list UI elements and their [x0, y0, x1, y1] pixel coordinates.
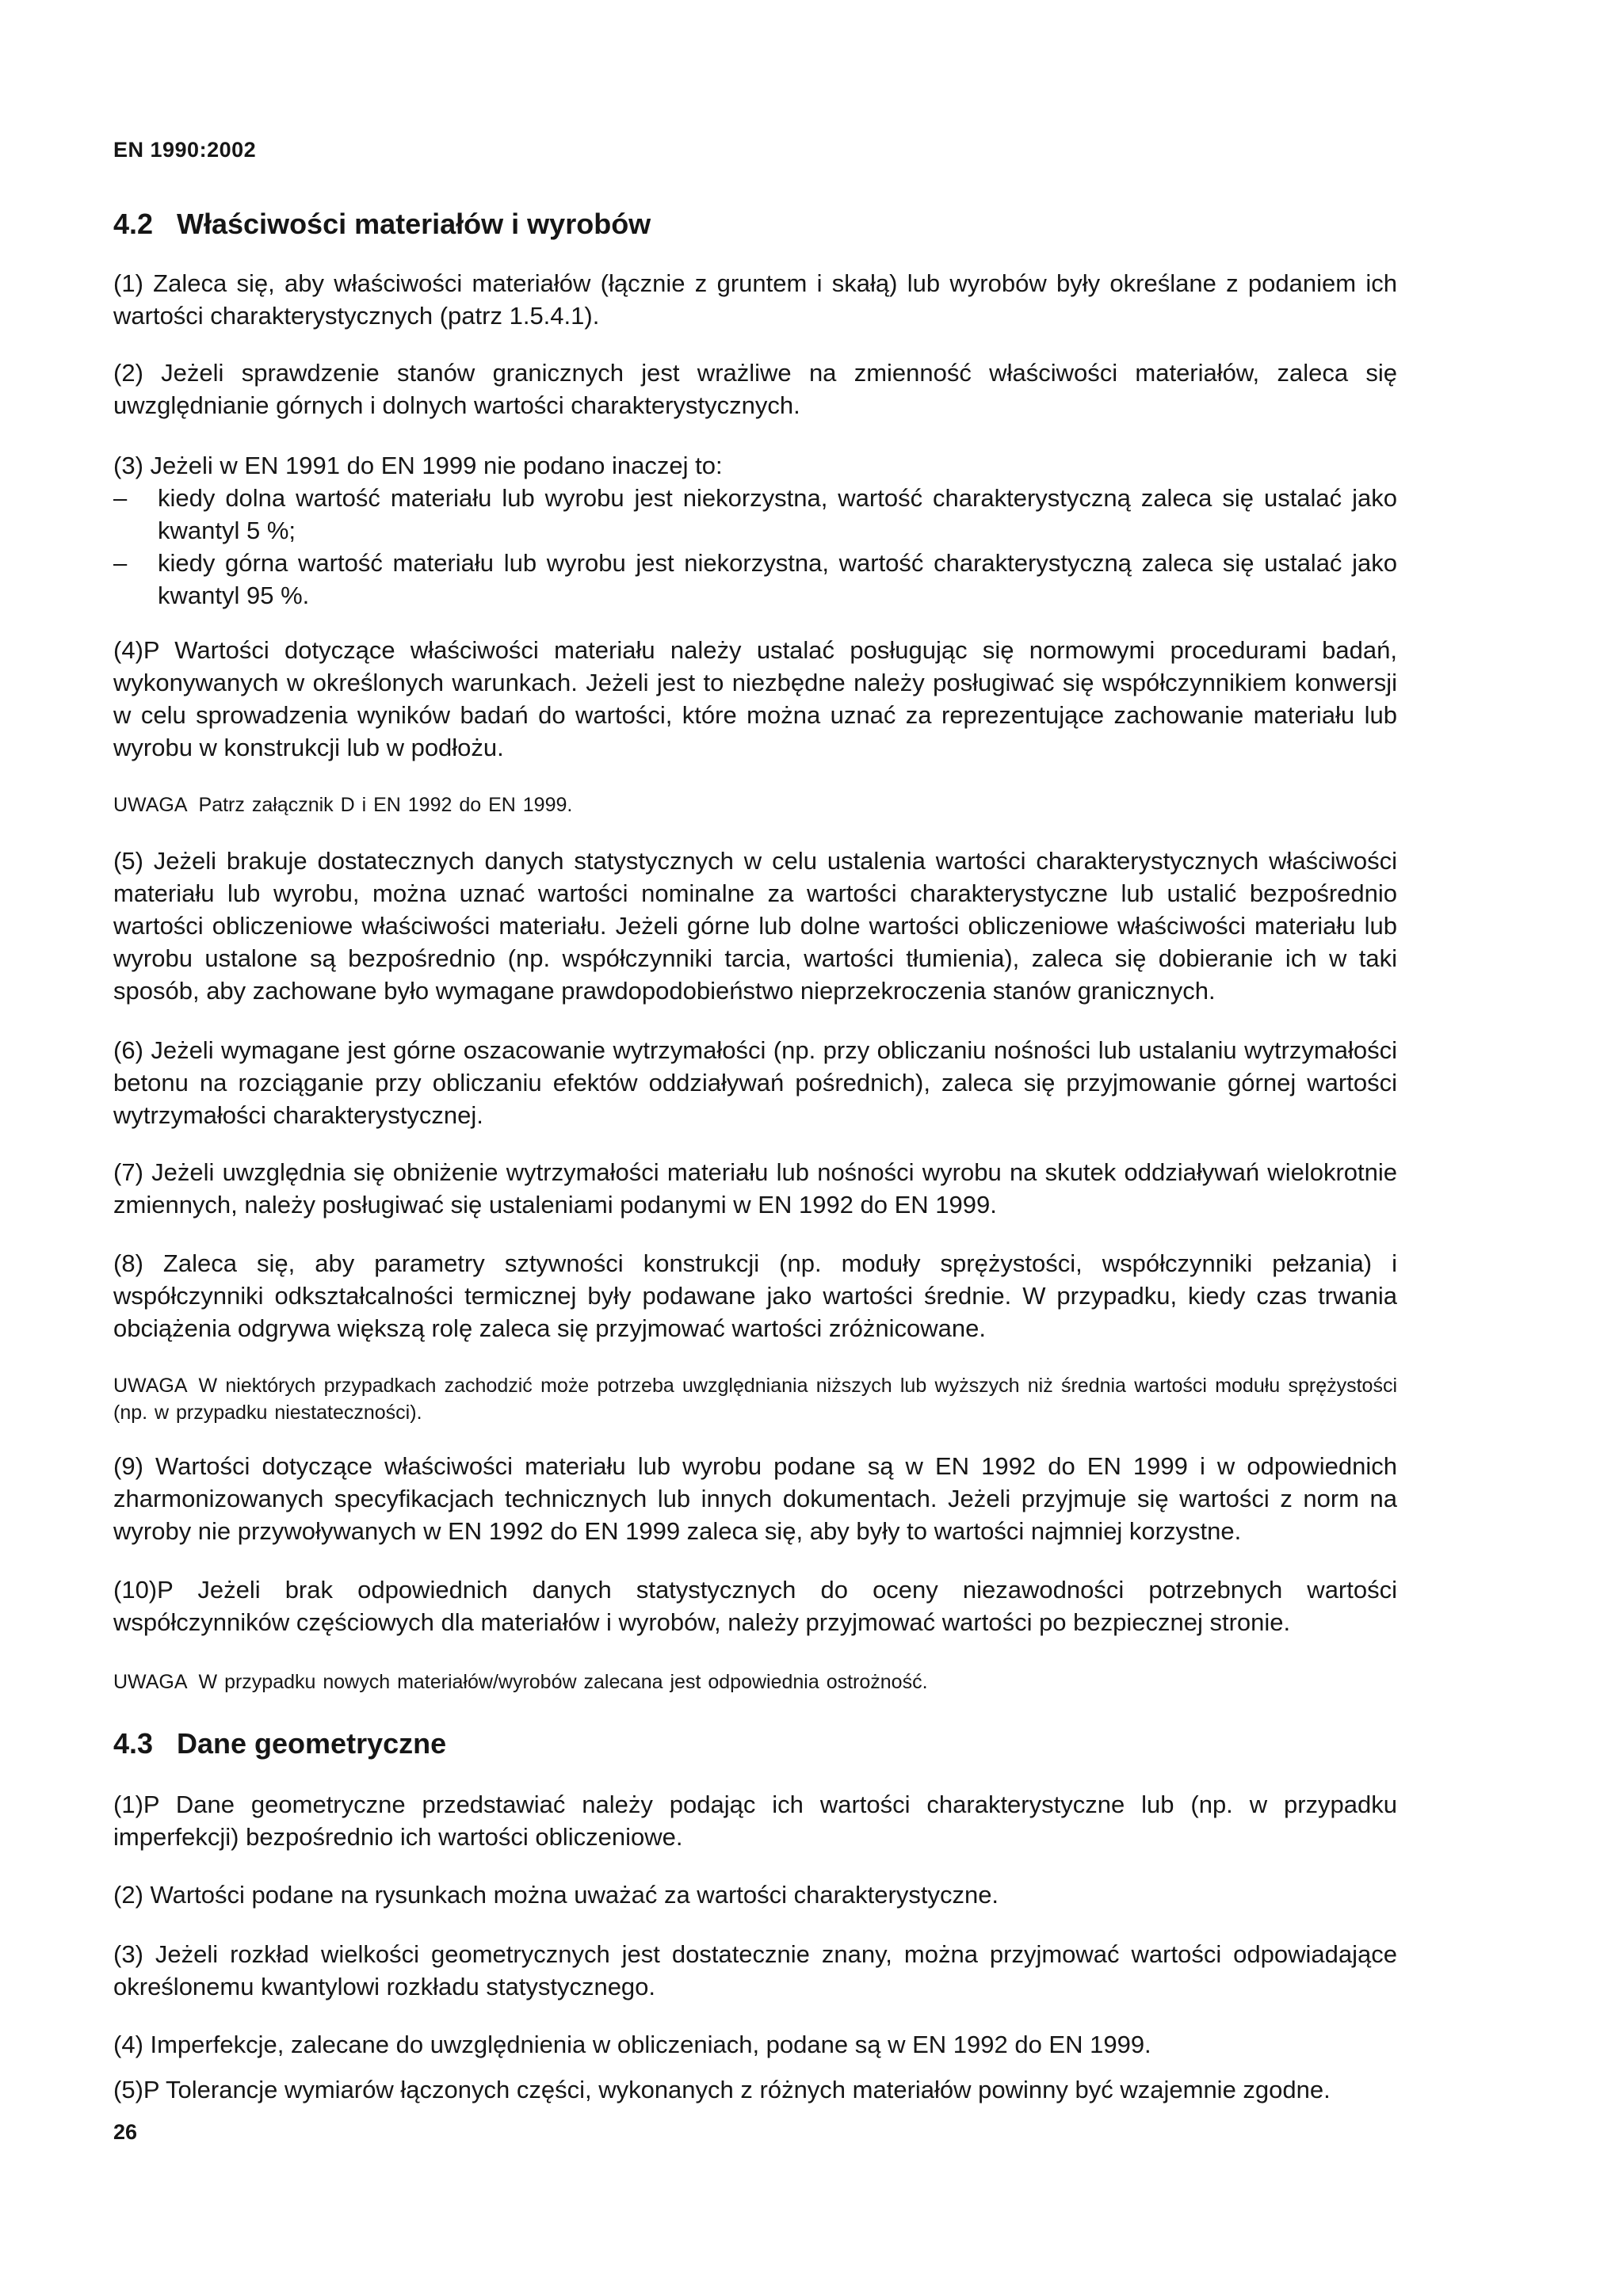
note-text: Patrz załącznik D i EN 1992 do EN 1999.: [198, 794, 573, 816]
list-item: [113, 547, 1397, 612]
paragraph-4-3-2: (2) Wartości podane na rysunkach można uważać za wartości charakterystyczne.: [113, 1881, 999, 1909]
list-item: [113, 482, 1397, 547]
paragraph-4-2-9: (9) Wartości dotyczące właściwości materiału lub wyrobu podane są w EN 1992 do EN 1999 i w odpowiednich zharmonizowanych specyfikacjach technicznych lub innych dokumentach. Jeżeli przyjmuje się wartości z norm na wyroby nie przywoływanych w EN 1992 do EN 1999 zaleca się, aby były to wartości najmniej korzystne.: [113, 1452, 1397, 1545]
paragraph-4-2-3: [113, 449, 1397, 612]
note-1: [113, 791, 1397, 818]
dash-list: [113, 482, 1397, 612]
paragraph-4-2-8: (8) Zaleca się, aby parametry sztywności konstrukcji (np. moduły sprężystości, współczynniki pełzania) i współczynniki odkształcalności termicznej były podawane jako wartości średnie. W przypadku, kiedy czas trwania obciążenia odgrywa większą rolę zaleca się przyjmować wartości zróżnicowane.: [113, 1249, 1397, 1342]
paragraph-4-3-5: (5)P Tolerancje wymiarów łączonych części, wykonanych z różnych materiałów powinny być wzajemnie zgodne.: [113, 2076, 1331, 2103]
section-number: 4.3: [113, 1727, 154, 1760]
section-title: Właściwości materiałów i wyrobów: [177, 208, 651, 240]
paragraph-4-2-10: (10)P Jeżeli brak odpowiednich danych statystycznych do oceny niezawodności potrzebnych wartości współczynników częściowych dla materiałów i wyrobów, należy przyjmować wartości po bezpiecznej stronie.: [113, 1576, 1397, 1636]
standard-code: EN 1990:2002: [113, 138, 257, 162]
paragraph-4-2-1: (1) Zaleca się, aby właściwości materiałów (łącznie z gruntem i skałą) lub wyrobów były określane z podaniem ich wartości charakterystycznych (patrz 1.5.4.1).: [113, 269, 1397, 330]
note-label: UWAGA: [113, 1671, 188, 1693]
paragraph-4-3-3: (3) Jeżeli rozkład wielkości geometrycznych jest dostatecznie znany, można przyjmować wartości odpowiadające określonemu kwantylowi rozkładu statystycznego.: [113, 1940, 1397, 2000]
note-text: W przypadku nowych materiałów/wyrobów zalecana jest odpowiednia ostrożność.: [198, 1671, 928, 1693]
paragraph-4-2-2: (2) Jeżeli sprawdzenie stanów granicznych jest wrażliwe na zmienność właściwości materiałów, zaleca się uwzględnianie górnych i dolnych wartości charakterystycznych.: [113, 359, 1397, 419]
paragraph-4-2-4: (4)P Wartości dotyczące właściwości materiału należy ustalać posługując się normowymi procedurami badań, wykonywanych w określonych warunkach. Jeżeli jest to niezbędne należy posługiwać się współczynnikiem konwersji w celu sprowadzenia wyników badań do wartości, które można uznać za reprezentujące zachowanie materiału lub wyrobu w konstrukcji lub w podłożu.: [113, 636, 1397, 761]
list-item-text: kiedy dolna wartość materiału lub wyrobu jest niekorzystna, wartość charakterystyczną zaleca się ustalać jako kwantyl 5 %;: [158, 484, 1397, 544]
paragraph-4-2-5: (5) Jeżeli brakuje dostatecznych danych statystycznych w celu ustalenia wartości charakterystycznych właściwości materiału lub wyrobu, można uznać wartości nominalne za wartości charakterystyczne lub ustalić bezpośrednio wartości obliczeniowe właściwości materiału. Jeżeli górne lub dolne wartości obliczeniowe właściwości materiału lub wyrobu ustalone są bezpośrednio (np. współczynniki tarcia, wartości tłumienia), zaleca się dobieranie ich w taki sposób, aby zachowane było wymagane prawdopodobieństwo nieprzekroczenia stanów granicznych.: [113, 847, 1397, 1005]
paragraph-4-2-6: (6) Jeżeli wymagane jest górne oszacowanie wytrzymałości (np. przy obliczaniu nośności lub ustalaniu wytrzymałości betonu na rozciąganie przy obliczaniu efektów oddziaływań pośrednich), zaleca się przyjmowanie górnej wartości wytrzymałości charakterystycznej.: [113, 1036, 1397, 1129]
section-4-3-heading: [113, 1727, 446, 1760]
paragraph-4-2-7: (7) Jeżeli uwzględnia się obniżenie wytrzymałości materiału lub nośności wyrobu na skutek oddziaływań wielokrotnie zmiennych, należy posługiwać się ustaleniami podanymi w EN 1992 do EN 1999.: [113, 1158, 1397, 1219]
note-label: UWAGA: [113, 794, 188, 816]
note-3: [113, 1669, 1397, 1695]
paragraph-intro: (3) Jeżeli w EN 1991 do EN 1999 nie podano inaczej to:: [113, 452, 723, 479]
dash-marker: –: [113, 549, 128, 577]
note-2: [113, 1372, 1397, 1426]
section-4-2-heading: [113, 208, 651, 241]
paragraph-4-3-4: (4) Imperfekcje, zalecane do uwzględnienia w obliczeniach, podane są w EN 1992 do EN 1999.: [113, 2031, 1151, 2058]
dash-marker: –: [113, 484, 128, 512]
note-text: W niektórych przypadkach zachodzić może potrzeba uwzględniania niższych lub wyższych niż średnia wartości modułu sprężystości (np. w przypadku niestateczności).: [113, 1375, 1397, 1424]
section-number: 4.2: [113, 208, 154, 240]
note-label: UWAGA: [113, 1375, 188, 1397]
list-item-text: kiedy górna wartość materiału lub wyrobu jest niekorzystna, wartość charakterystyczną zaleca się ustalać jako kwantyl 95 %.: [158, 549, 1397, 609]
page-number: 26: [113, 2120, 138, 2144]
paragraph-4-3-1: (1)P Dane geometryczne przedstawiać należy podając ich wartości charakterystyczne lub (np. w przypadku imperfekcji) bezpośrednio ich wartości obliczeniowe.: [113, 1791, 1397, 1851]
section-title: Dane geometryczne: [177, 1727, 447, 1760]
